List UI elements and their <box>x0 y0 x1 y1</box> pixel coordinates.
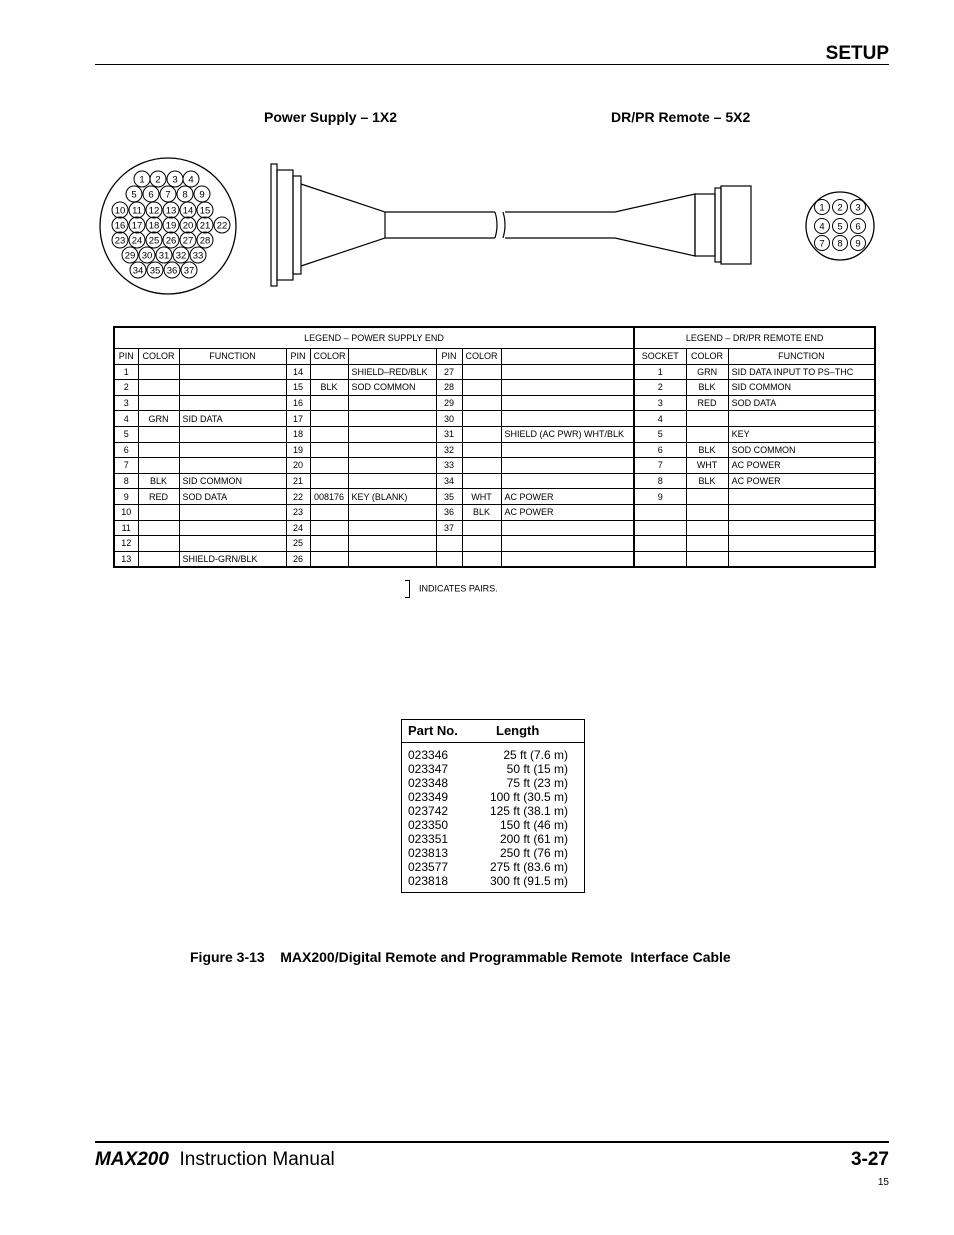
table-row <box>114 411 875 427</box>
cell-p1: 13 <box>114 551 138 567</box>
pin-number: 20 <box>182 220 194 232</box>
cell-p2: 16 <box>286 395 310 411</box>
part-number: 023346 <box>408 748 449 762</box>
pin-number: 2 <box>837 202 843 214</box>
cell-sf <box>728 551 875 567</box>
cell-p1: 5 <box>114 426 138 442</box>
cell-c1 <box>138 395 179 411</box>
cell-f3 <box>501 520 634 536</box>
cell-f2 <box>348 395 436 411</box>
cell-p3: 37 <box>436 520 462 536</box>
cell-f2 <box>348 536 436 552</box>
cell-sf: SID COMMON <box>728 380 875 396</box>
pin-header: PIN <box>114 349 138 365</box>
cell-c3 <box>462 520 501 536</box>
cell-c1: RED <box>138 489 179 505</box>
legend-remote: LEGEND – DR/PR REMOTE END <box>634 327 875 349</box>
pin-header: PIN <box>436 349 462 365</box>
cell-f2 <box>348 442 436 458</box>
cell-c1 <box>138 504 179 520</box>
cell-c2 <box>310 442 348 458</box>
cell-f1 <box>179 520 286 536</box>
cell-f1: SID DATA <box>179 411 286 427</box>
cell-c1 <box>138 551 179 567</box>
cell-c3 <box>462 473 501 489</box>
cell-c2 <box>310 411 348 427</box>
pin-number: 18 <box>148 220 160 232</box>
part-number: 023348 <box>408 776 449 790</box>
function-header: FUNCTION <box>179 349 286 365</box>
cell-c2 <box>310 458 348 474</box>
cell-p2: 23 <box>286 504 310 520</box>
cell-sf <box>728 536 875 552</box>
cell-f2 <box>348 520 436 536</box>
cable-length: 250 ft (76 m) <box>499 846 568 860</box>
cell-p1: 10 <box>114 504 138 520</box>
pin-number: 9 <box>855 238 861 250</box>
cell-p1: 3 <box>114 395 138 411</box>
list-item <box>402 818 584 832</box>
cell-s: 8 <box>634 473 686 489</box>
table-row <box>114 364 875 380</box>
pin-number: 27 <box>182 235 194 247</box>
legend-power-supply: LEGEND – POWER SUPPLY END <box>114 327 634 349</box>
cell-c2: BLK <box>310 380 348 396</box>
cell-f3 <box>501 551 634 567</box>
cell-c2 <box>310 364 348 380</box>
cell-p3 <box>436 551 462 567</box>
pin-number: 24 <box>131 235 143 247</box>
cell-p2: 19 <box>286 442 310 458</box>
cell-sc: BLK <box>686 473 728 489</box>
cell-c3 <box>462 536 501 552</box>
cell-f3 <box>501 395 634 411</box>
cell-c1 <box>138 364 179 380</box>
power-supply-connector-label: Power Supply – 1X2 <box>264 109 398 125</box>
cell-f3 <box>501 536 634 552</box>
cell-f3 <box>501 380 634 396</box>
list-item <box>402 846 584 860</box>
pin-number: 6 <box>855 221 861 233</box>
cable-length: 75 ft (23 m) <box>506 776 568 790</box>
cell-s: 6 <box>634 442 686 458</box>
part-number: 023349 <box>408 790 449 804</box>
cell-f1 <box>179 395 286 411</box>
cell-sc <box>686 489 728 505</box>
cell-p2: 22 <box>286 489 310 505</box>
table-header-row <box>114 349 875 365</box>
cell-p1: 4 <box>114 411 138 427</box>
cell-p2: 14 <box>286 364 310 380</box>
cell-f1: SID COMMON <box>179 473 286 489</box>
cell-c1 <box>138 520 179 536</box>
pairs-note-text: INDICATES PAIRS. <box>419 583 498 594</box>
pin-number: 7 <box>165 189 171 201</box>
table-row <box>114 551 875 567</box>
cell-f1 <box>179 442 286 458</box>
cell-p2: 18 <box>286 426 310 442</box>
cell-sc: RED <box>686 395 728 411</box>
cell-f1 <box>179 458 286 474</box>
list-item <box>402 776 584 790</box>
cell-f3 <box>501 442 634 458</box>
cell-f2: KEY (BLANK) <box>348 489 436 505</box>
cell-s: 5 <box>634 426 686 442</box>
pin-number: 13 <box>165 205 177 217</box>
table-row <box>114 520 875 536</box>
pin-number: 6 <box>148 189 154 201</box>
cell-sf: SOD DATA <box>728 395 875 411</box>
cell-p2: 25 <box>286 536 310 552</box>
cable-length: 150 ft (46 m) <box>499 818 568 832</box>
cell-s: 3 <box>634 395 686 411</box>
cell-p3: 30 <box>436 411 462 427</box>
cell-c1: BLK <box>138 473 179 489</box>
cell-p2: 21 <box>286 473 310 489</box>
color-header: COLOR <box>686 349 728 365</box>
pin-number: 1 <box>819 202 825 214</box>
length-header: Length <box>496 723 540 738</box>
cell-c2 <box>310 426 348 442</box>
cell-f2 <box>348 426 436 442</box>
cell-f2 <box>348 504 436 520</box>
power-supply-connector-face <box>100 158 236 294</box>
page-number: 3-27 <box>850 1149 889 1170</box>
pin-number: 4 <box>188 174 194 186</box>
cell-sf: AC POWER <box>728 458 875 474</box>
cell-p2: 20 <box>286 458 310 474</box>
cell-p3: 33 <box>436 458 462 474</box>
cell-f1: SHIELD-GRN/BLK <box>179 551 286 567</box>
list-item <box>402 748 584 762</box>
cell-c2 <box>310 551 348 567</box>
cell-sf: AC POWER <box>728 473 875 489</box>
cell-p2: 24 <box>286 520 310 536</box>
cable-length: 100 ft (30.5 m) <box>489 790 568 804</box>
pin-number: 15 <box>199 205 211 217</box>
cell-sc <box>686 426 728 442</box>
cell-c2 <box>310 504 348 520</box>
cell-p1: 6 <box>114 442 138 458</box>
cell-s: 7 <box>634 458 686 474</box>
pin-number: 17 <box>131 220 143 232</box>
list-item <box>402 860 584 874</box>
color-header: COLOR <box>310 349 348 365</box>
cell-sc: WHT <box>686 458 728 474</box>
cell-sc: BLK <box>686 380 728 396</box>
list-item <box>402 874 584 888</box>
pin-number: 5 <box>837 221 843 233</box>
pin-number: 21 <box>199 220 211 232</box>
cell-sc <box>686 504 728 520</box>
cell-f3 <box>501 458 634 474</box>
pin-number: 2 <box>155 174 161 186</box>
pin-number: 23 <box>114 235 126 247</box>
cell-sf: SID DATA INPUT TO PS–THC <box>728 364 875 380</box>
cell-p3: 35 <box>436 489 462 505</box>
pin-number: 31 <box>158 250 170 262</box>
cell-f2 <box>348 458 436 474</box>
cell-f3 <box>501 411 634 427</box>
pin-number: 3 <box>172 174 178 186</box>
cell-c1 <box>138 442 179 458</box>
cell-p1: 12 <box>114 536 138 552</box>
cable-length: 300 ft (91.5 m) <box>489 874 568 888</box>
pin-number: 37 <box>183 265 195 277</box>
cell-sc <box>686 520 728 536</box>
cell-f1 <box>179 380 286 396</box>
section-title: SETUP <box>825 43 889 64</box>
cell-p1: 11 <box>114 520 138 536</box>
pin-number: 12 <box>148 205 160 217</box>
cell-f3 <box>501 364 634 380</box>
remote-connector-face <box>806 192 874 260</box>
list-item <box>402 762 584 776</box>
cell-p3: 29 <box>436 395 462 411</box>
pin-number: 34 <box>132 265 144 277</box>
pin-number: 3 <box>855 202 861 214</box>
pin-number: 19 <box>165 220 177 232</box>
cell-c3 <box>462 411 501 427</box>
cell-f3 <box>501 473 634 489</box>
color-header: COLOR <box>138 349 179 365</box>
pairs-legend <box>405 580 498 598</box>
cell-f3: SHIELD (AC PWR) WHT/BLK <box>501 426 634 442</box>
sheet-number: 15 <box>877 1177 889 1188</box>
table-row <box>114 489 875 505</box>
cell-sc: GRN <box>686 364 728 380</box>
part-number: 023813 <box>408 846 449 860</box>
cell-p3 <box>436 536 462 552</box>
cell-c1: GRN <box>138 411 179 427</box>
cell-sf <box>728 411 875 427</box>
manual-name: Instruction Manual <box>179 1149 335 1170</box>
cable-length: 50 ft (15 m) <box>506 762 568 776</box>
cell-c3 <box>462 426 501 442</box>
pin-number: 8 <box>182 189 188 201</box>
cell-sc <box>686 536 728 552</box>
part-number: 023818 <box>408 874 449 888</box>
pin-number: 16 <box>114 220 126 232</box>
pin-number: 25 <box>148 235 160 247</box>
cell-sf: KEY <box>728 426 875 442</box>
pin-number: 8 <box>837 238 843 250</box>
cell-c3: BLK <box>462 504 501 520</box>
table-row <box>114 504 875 520</box>
pin-number: 11 <box>132 205 142 217</box>
socket-header: SOCKET <box>634 349 686 365</box>
cell-sf <box>728 520 875 536</box>
cell-c3 <box>462 364 501 380</box>
cell-s: 9 <box>634 489 686 505</box>
cell-f1 <box>179 504 286 520</box>
pin-number: 35 <box>149 265 161 277</box>
pin-number: 1 <box>139 174 145 186</box>
remote-connector-label: DR/PR Remote – 5X2 <box>611 109 751 125</box>
pin-number: 10 <box>114 205 126 217</box>
footer-rule <box>95 1141 889 1143</box>
cell-f1 <box>179 536 286 552</box>
list-item <box>402 832 584 846</box>
list-item <box>402 790 584 804</box>
cell-f3: AC POWER <box>501 489 634 505</box>
cell-p1: 2 <box>114 380 138 396</box>
cell-c1 <box>138 536 179 552</box>
pin-number: 14 <box>182 205 194 217</box>
cell-s: 1 <box>634 364 686 380</box>
cell-f1: SOD DATA <box>179 489 286 505</box>
cell-p3: 28 <box>436 380 462 396</box>
cell-c3 <box>462 551 501 567</box>
cell-s <box>634 520 686 536</box>
cell-sc: BLK <box>686 442 728 458</box>
cell-p3: 36 <box>436 504 462 520</box>
cell-p3: 27 <box>436 364 462 380</box>
function-header: FUNCTION <box>728 349 875 365</box>
part-length-table <box>401 719 585 893</box>
cell-c3 <box>462 458 501 474</box>
cell-c1 <box>138 426 179 442</box>
cell-p3: 31 <box>436 426 462 442</box>
cell-sf <box>728 489 875 505</box>
function-header-empty <box>501 349 634 365</box>
cell-sc <box>686 411 728 427</box>
cell-f3: AC POWER <box>501 504 634 520</box>
part-number: 023347 <box>408 762 449 776</box>
pinout-table <box>113 326 876 568</box>
cell-p3: 34 <box>436 473 462 489</box>
cell-c3: WHT <box>462 489 501 505</box>
pin-number: 4 <box>819 221 825 233</box>
table-row <box>114 395 875 411</box>
part-number: 023742 <box>408 804 449 818</box>
pin-number: 33 <box>192 250 204 262</box>
cell-f2 <box>348 473 436 489</box>
pin-number: 29 <box>124 250 136 262</box>
cell-p1: 1 <box>114 364 138 380</box>
cell-c2 <box>310 395 348 411</box>
cell-sf <box>728 504 875 520</box>
cell-p1: 8 <box>114 473 138 489</box>
pin-number: 28 <box>199 235 211 247</box>
cell-c2 <box>310 536 348 552</box>
cell-p3: 32 <box>436 442 462 458</box>
pin-number: 5 <box>131 189 137 201</box>
cable-body <box>271 164 751 286</box>
cell-s <box>634 504 686 520</box>
cell-c3 <box>462 395 501 411</box>
cell-f1 <box>179 364 286 380</box>
part-number: 023351 <box>408 832 449 846</box>
part-number: 023350 <box>408 818 449 832</box>
cable-length: 25 ft (7.6 m) <box>503 748 568 762</box>
cell-c1 <box>138 458 179 474</box>
cell-p2: 26 <box>286 551 310 567</box>
table-row <box>114 536 875 552</box>
cell-c2: 008176 <box>310 489 348 505</box>
cell-s: 4 <box>634 411 686 427</box>
pin-number: 36 <box>166 265 178 277</box>
cable-length: 200 ft (61 m) <box>499 832 568 846</box>
cable-length: 275 ft (83.6 m) <box>489 860 568 874</box>
cell-p2: 15 <box>286 380 310 396</box>
table-row <box>114 458 875 474</box>
function-header-empty <box>348 349 436 365</box>
pin-number: 30 <box>141 250 153 262</box>
cell-c3 <box>462 380 501 396</box>
list-item <box>402 804 584 818</box>
cell-c2 <box>310 520 348 536</box>
cell-p1: 7 <box>114 458 138 474</box>
cell-c2 <box>310 473 348 489</box>
pin-number: 9 <box>199 189 205 201</box>
product-name: MAX200 <box>95 1149 169 1170</box>
pair-bracket-icon <box>405 580 410 598</box>
table-row <box>114 426 875 442</box>
cable-length: 125 ft (38.1 m) <box>489 804 568 818</box>
pin-header: PIN <box>286 349 310 365</box>
table-row <box>114 473 875 489</box>
cell-f1 <box>179 426 286 442</box>
cell-sc <box>686 551 728 567</box>
table-row <box>114 380 875 396</box>
header-rule <box>95 64 889 65</box>
cell-s <box>634 551 686 567</box>
pin-number: 26 <box>165 235 177 247</box>
pin-number: 7 <box>819 238 825 250</box>
cell-sf: SOD COMMON <box>728 442 875 458</box>
pin-number: 22 <box>216 220 228 232</box>
cell-f2 <box>348 411 436 427</box>
cell-c3 <box>462 442 501 458</box>
cable-drawing <box>95 150 895 300</box>
part-no-header: Part No. <box>408 723 458 738</box>
cell-p1: 9 <box>114 489 138 505</box>
cell-s: 2 <box>634 380 686 396</box>
cell-p2: 17 <box>286 411 310 427</box>
footer-title <box>95 1149 335 1171</box>
cell-c1 <box>138 380 179 396</box>
figure-caption: Figure 3-13 MAX200/Digital Remote and Programmable Remote Interface Cable <box>190 949 731 965</box>
color-header: COLOR <box>462 349 501 365</box>
table-row <box>114 442 875 458</box>
pin-number: 32 <box>175 250 187 262</box>
part-number: 023577 <box>408 860 449 874</box>
cell-f2: SHIELD–RED/BLK <box>348 364 436 380</box>
cell-f2 <box>348 551 436 567</box>
cell-s <box>634 536 686 552</box>
part-table-header <box>402 720 584 743</box>
cell-f2: SOD COMMON <box>348 380 436 396</box>
